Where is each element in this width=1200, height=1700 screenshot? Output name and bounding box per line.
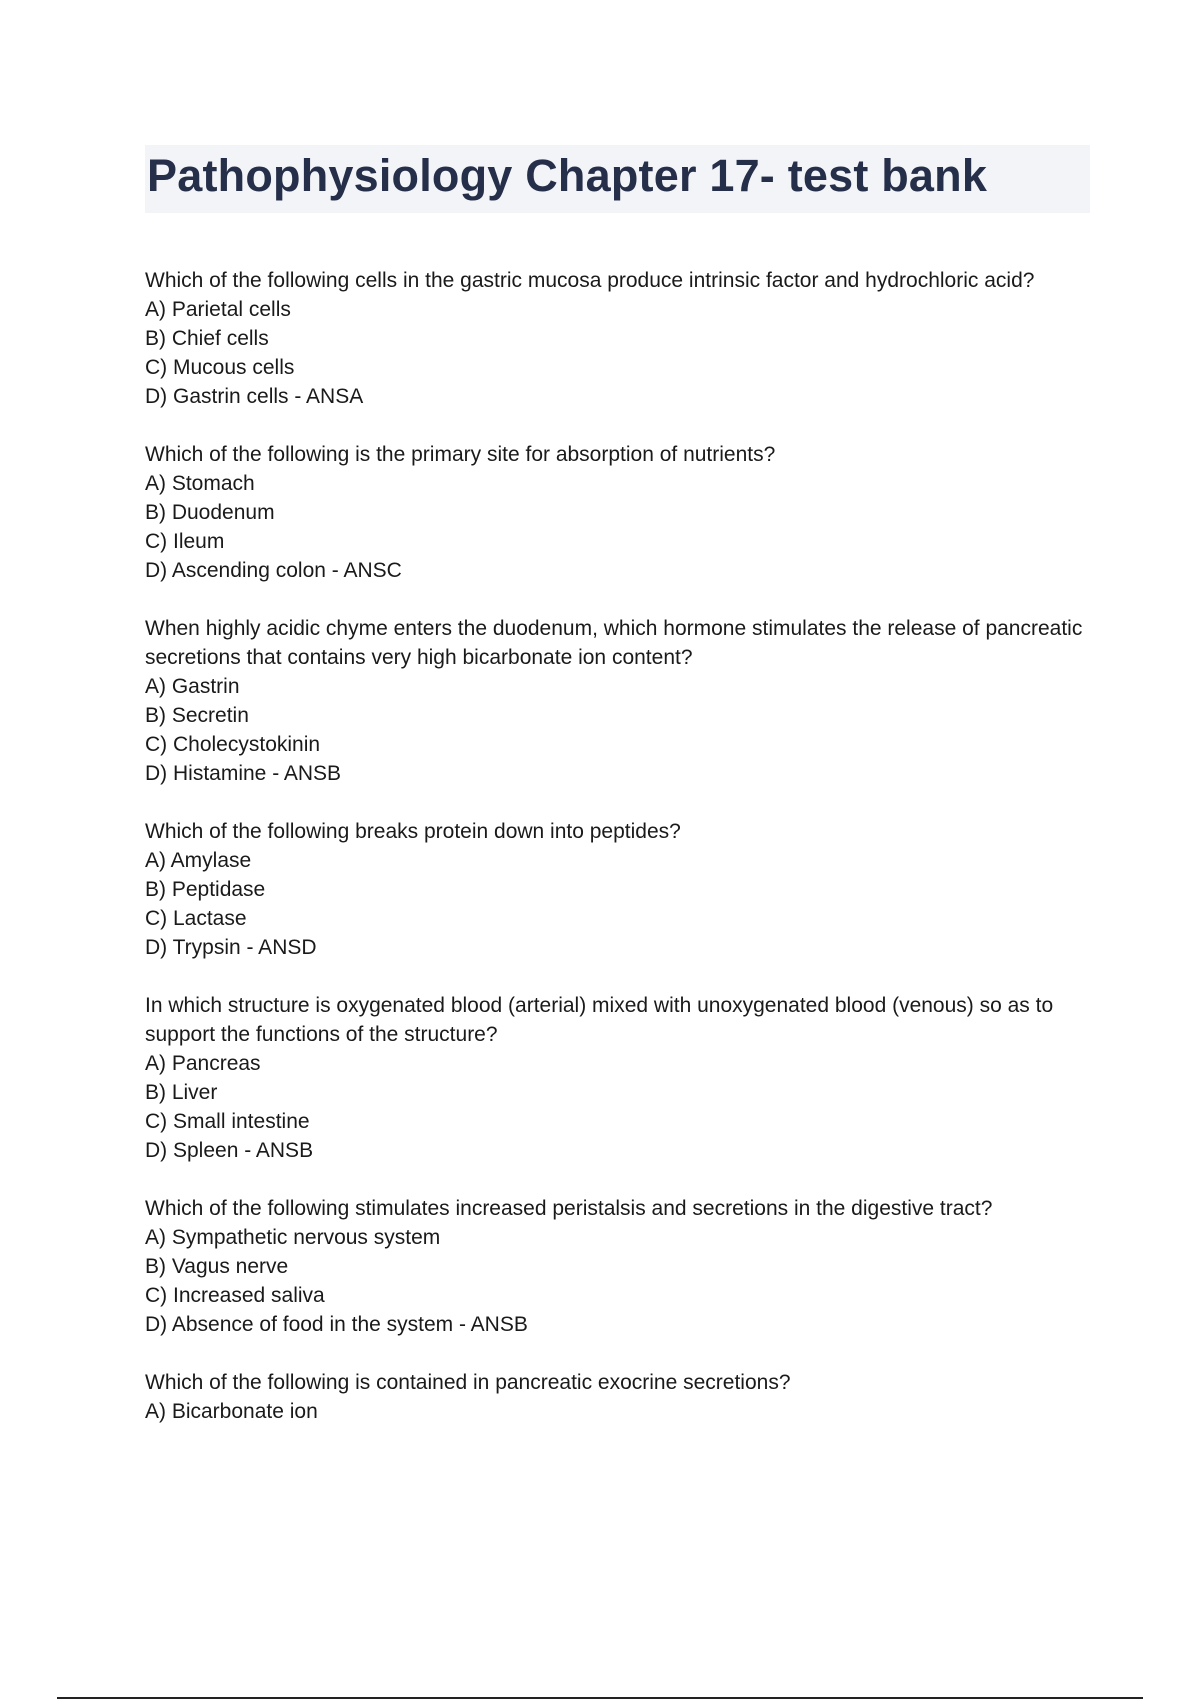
- question-7: [145, 1368, 1105, 1426]
- answer-option-b: B) Vagus nerve: [145, 1255, 289, 1278]
- answer-option-c: C) Small intestine: [145, 1110, 310, 1133]
- answer-option-c: C) Ileum: [145, 530, 225, 553]
- answer-option-c: C) Increased saliva: [145, 1284, 325, 1307]
- answer-option-d: D) Ascending colon - ANSC: [145, 559, 402, 582]
- question-2: [145, 440, 1105, 585]
- answer-option-d: D) Gastrin cells - ANSA: [145, 385, 364, 408]
- question-text: Which of the following stimulates increased peristalsis and secretions in the digestive tract?: [145, 1197, 993, 1220]
- answer-option-d: D) Spleen - ANSB: [145, 1139, 314, 1162]
- page-title: Pathophysiology Chapter 17- test bank: [147, 150, 988, 201]
- question-text: Which of the following is contained in pancreatic exocrine secretions?: [145, 1371, 791, 1394]
- question-4: [145, 817, 1105, 962]
- question-text: In which structure is oxygenated blood (arterial) mixed with unoxygenated blood (venous) so as to support the functions of the structure?: [145, 994, 1054, 1046]
- question-text: When highly acidic chyme enters the duodenum, which hormone stimulates the release of pancreatic secretions that contains very high bicarbonate ion content?: [145, 617, 1083, 669]
- answer-option-d: D) Histamine - ANSB: [145, 762, 342, 785]
- answer-option-d: D) Absence of food in the system - ANSB: [145, 1313, 528, 1336]
- page-bottom-divider: [57, 1697, 1143, 1699]
- answer-option-b: B) Duodenum: [145, 501, 275, 524]
- question-list: [145, 266, 1105, 1455]
- answer-option-c: C) Mucous cells: [145, 356, 295, 379]
- answer-option-d: D) Trypsin - ANSD: [145, 936, 317, 959]
- question-6: [145, 1194, 1105, 1339]
- answer-option-a: A) Bicarbonate ion: [145, 1400, 318, 1423]
- answer-option-b: B) Secretin: [145, 704, 249, 727]
- question-text: Which of the following is the primary site for absorption of nutrients?: [145, 443, 776, 466]
- answer-option-a: A) Amylase: [145, 849, 252, 872]
- answer-option-a: A) Stomach: [145, 472, 255, 495]
- answer-option-a: A) Pancreas: [145, 1052, 261, 1075]
- question-5: [145, 991, 1105, 1165]
- answer-option-b: B) Peptidase: [145, 878, 266, 901]
- answer-option-b: B) Liver: [145, 1081, 218, 1104]
- question-1: [145, 266, 1105, 411]
- answer-option-a: A) Gastrin: [145, 675, 240, 698]
- answer-option-a: A) Sympathetic nervous system: [145, 1226, 441, 1249]
- answer-option-b: B) Chief cells: [145, 327, 269, 350]
- answer-option-c: C) Cholecystokinin: [145, 733, 321, 756]
- answer-option-c: C) Lactase: [145, 907, 247, 930]
- question-text: Which of the following breaks protein down into peptides?: [145, 820, 681, 843]
- answer-option-a: A) Parietal cells: [145, 298, 291, 321]
- question-text: Which of the following cells in the gastric mucosa produce intrinsic factor and hydrochloric acid?: [145, 269, 1035, 292]
- question-3: [145, 614, 1105, 788]
